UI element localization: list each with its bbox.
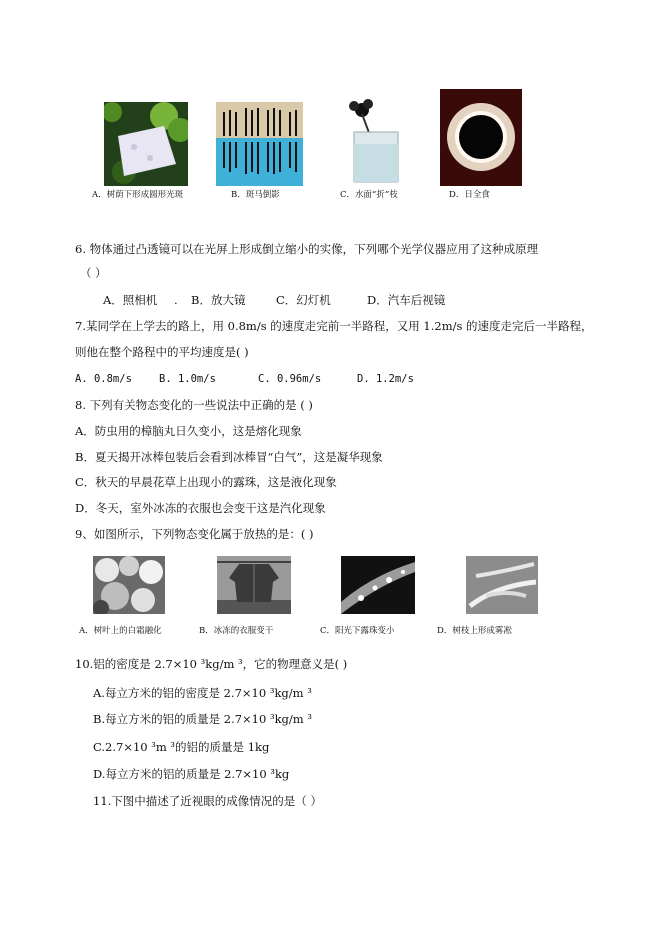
question-10-option-a: A.每立方米的铝的密度是 2.7×10 ³kg/m ³ bbox=[93, 686, 312, 700]
question-6-stem: 6. 物体通过凸透镜可以在光屏上形成倒立缩小的实像，下列哪个光学仪器应用了这种成原理 bbox=[75, 242, 539, 256]
question-6-option-c: C．幻灯机 bbox=[276, 293, 331, 307]
question-8-stem: 8. 下列有关物态变化的一些说法中正确的是 ( ) bbox=[75, 398, 313, 412]
question-9-stem: 9、如图所示，下列物态变化属于放热的是：( ) bbox=[75, 527, 314, 541]
shade-light-spot-image bbox=[104, 102, 188, 186]
question-7-option-a: A. 0.8m/s bbox=[75, 373, 132, 385]
q9-caption-b: B．冰冻的衣服变干 bbox=[199, 626, 274, 636]
solar-eclipse-image bbox=[440, 89, 522, 186]
zebra-reflection-image bbox=[216, 102, 303, 186]
question-8-option-a: A．防虫用的樟脑丸日久变小，这是熔化现象 bbox=[75, 424, 302, 438]
option-a-caption: A．树荫下形成圆形光斑 bbox=[92, 190, 184, 200]
question-7-line-1: 7.某同学在上学去的路上，用 0.8m/s 的速度走完前一半路程，又用 1.2m/s 的速度走完后一半路程， bbox=[75, 319, 593, 333]
dew-drops-image bbox=[341, 556, 415, 614]
frozen-clothes-image bbox=[217, 556, 291, 614]
question-6-option-a: A．照相机 bbox=[103, 293, 158, 307]
question-11-stem: 11.下图中描述了近视眼的成像情况的是（ ） bbox=[93, 794, 322, 808]
question-7-line-2: 则他在整个路程中的平均速度是( ) bbox=[75, 345, 249, 359]
frost-on-leaves-image bbox=[93, 556, 165, 614]
bent-stick-in-water-image bbox=[340, 96, 410, 186]
rime-on-branches-image bbox=[466, 556, 538, 614]
option-c-caption: C．水面“折”枝 bbox=[340, 190, 398, 200]
question-10-option-c: C.2.7×10 ³m ³的铝的质量是 1kg bbox=[93, 740, 270, 754]
question-8-option-c: C．秋天的早晨花草上出现小的露珠，这是液化现象 bbox=[75, 475, 337, 489]
question-10-stem: 10.铝的密度是 2.7×10 ³kg/m ³，它的物理意义是( ) bbox=[75, 657, 348, 671]
question-8-option-b: B．夏天揭开冰棒包装后会看到冰棒冒“白气”，这是凝华现象 bbox=[75, 450, 383, 464]
question-7-option-b: B. 1.0m/s bbox=[159, 373, 216, 385]
option-d-caption: D．日全食 bbox=[449, 190, 490, 200]
q9-caption-d: D．树枝上形成雾凇 bbox=[437, 626, 512, 636]
option-b-caption: B．斑马倒影 bbox=[231, 190, 280, 200]
question-7-option-c: C. 0.96m/s bbox=[258, 373, 322, 385]
question-7-option-d: D. 1.2m/s bbox=[357, 373, 414, 385]
question-10-option-b: B.每立方米的铝的质量是 2.7×10 ³kg/m ³ bbox=[93, 712, 312, 726]
question-6-blank: （ ） bbox=[80, 266, 107, 280]
q9-caption-c: C．阳光下露珠变小 bbox=[320, 626, 395, 636]
question-6-option-d: D．汽车后视镜 bbox=[367, 293, 446, 307]
question-6-option-b: B．放大镜 bbox=[191, 293, 246, 307]
q9-caption-a: A．树叶上的白霜融化 bbox=[79, 626, 162, 636]
question-8-option-d: D．冬天，室外冰冻的衣服也会变干这是汽化现象 bbox=[75, 501, 326, 515]
question-6-dot: . bbox=[174, 293, 178, 307]
question-10-option-d: D.每立方米的铝的质量是 2.7×10 ³kg bbox=[93, 767, 290, 781]
